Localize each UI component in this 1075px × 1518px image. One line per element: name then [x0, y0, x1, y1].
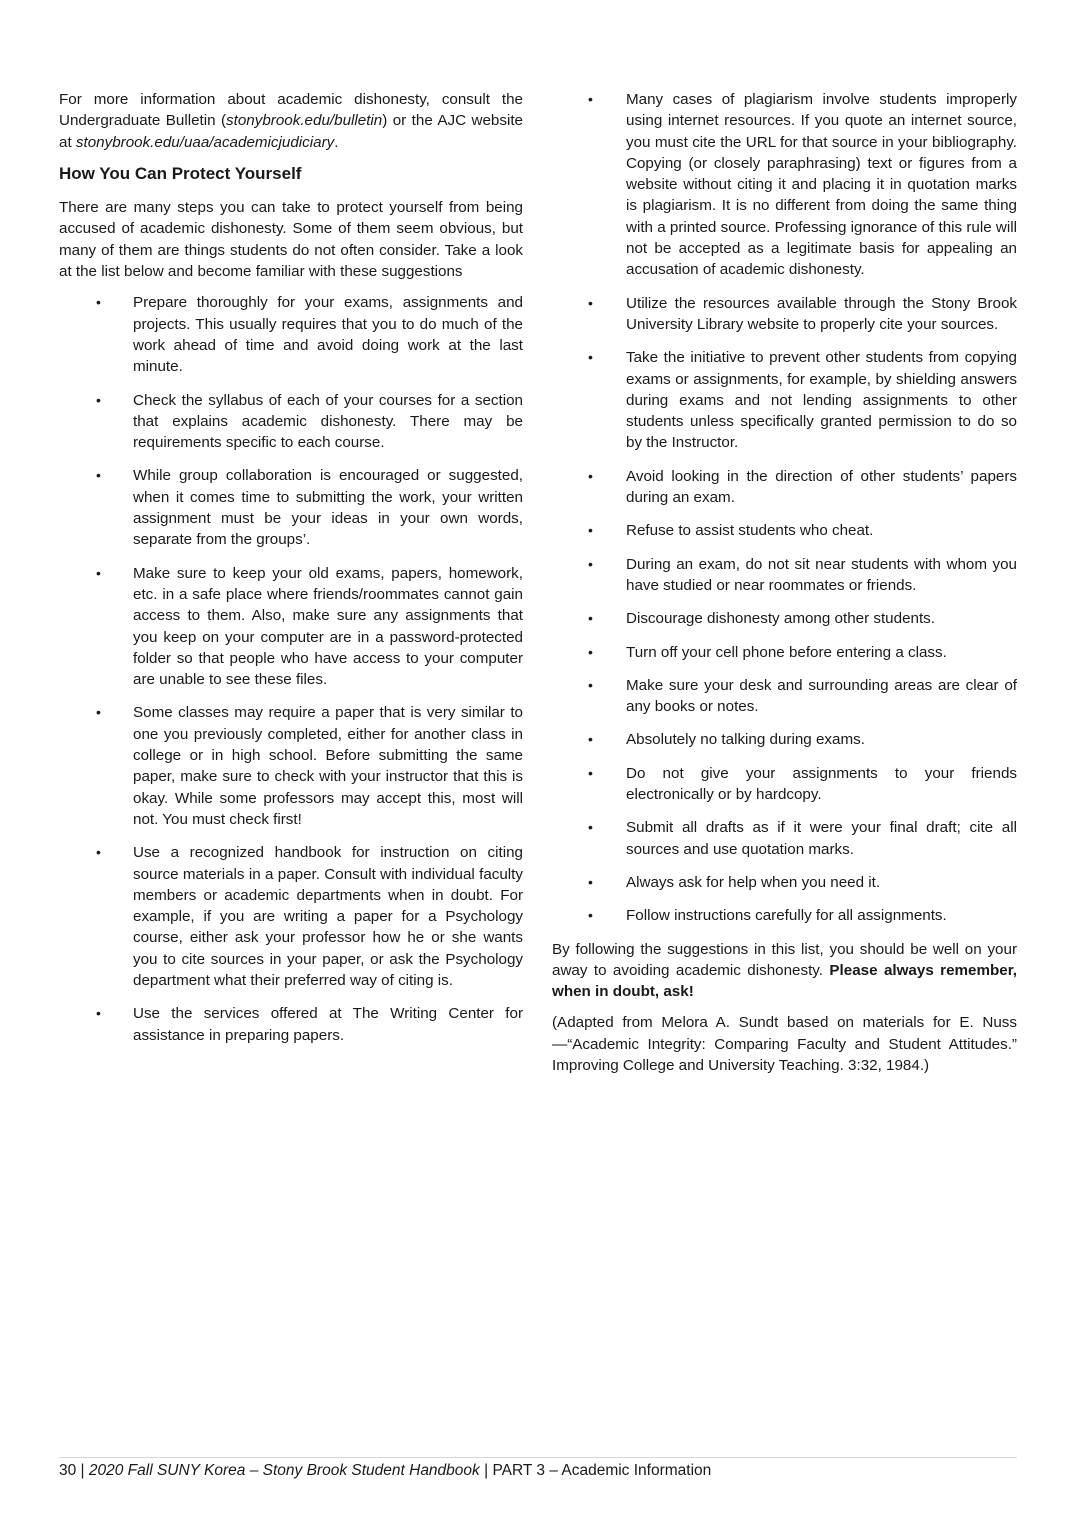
bullet-icon: •	[588, 907, 593, 924]
bulletin-link[interactable]: stonybrook.edu/bulletin	[226, 112, 383, 130]
intro-text-3: .	[334, 133, 339, 151]
list-item-text: Follow instructions carefully for all assignments.	[626, 907, 947, 925]
bullet-icon: •	[96, 1005, 101, 1022]
intro-text-2: ) or the AJC website at	[59, 112, 523, 151]
list-item-text: Refuse to assist students who cheat.	[626, 522, 874, 540]
list-item-text: Prepare thoroughly for your exams, assignments and projects. This usually requires that you to do much of the work ahead of time and avoid doing work at the last minute.	[133, 294, 523, 376]
list-item-text: During an exam, do not sit near students with whom you have studied or near roommates or friends.	[626, 555, 1017, 594]
page-number: 30	[59, 1462, 77, 1479]
list-item	[59, 465, 523, 550]
intro-text-1: For more information about academic dishonesty, consult the Undergraduate Bulletin (	[59, 91, 523, 130]
footer-separator: |	[76, 1462, 89, 1479]
list-item-text: Some classes may require a paper that is very similar to one you previously completed, either for another class in college or in high school. Before submitting the same paper, make sure to check with your instructor that this is okay. While some professors may accept this, most will not. You must check first!	[133, 704, 523, 828]
list-item-text: Absolutely no talking during exams.	[626, 731, 865, 749]
list-item-text: While group collaboration is encouraged or suggested, when it comes time to submitting the work, your written assignment must be your ideas in your own words, separate from the groups’.	[133, 467, 523, 549]
citation: (Adapted from Melora A. Sundt based on materials for E. Nuss—“Academic Integrity: Comparing Faculty and Student Attitudes.” Improving College and University Teaching. 3:32, 1984.)	[552, 1014, 1017, 1074]
bullet-icon: •	[96, 391, 101, 408]
list-item	[552, 905, 1017, 926]
bullet-icon: •	[588, 643, 593, 660]
list-item-text: Turn off your cell phone before entering a class.	[626, 643, 947, 661]
bullet-icon: •	[588, 610, 593, 627]
bullet-icon: •	[588, 555, 593, 572]
bullet-icon: •	[96, 844, 101, 861]
list-item-text: Avoid looking in the direction of other students’ papers during an exam.	[626, 467, 1017, 507]
bullet-icon: •	[588, 467, 593, 484]
list-item	[59, 842, 523, 991]
list-item	[59, 1003, 523, 1046]
list-item	[552, 466, 1017, 509]
list-item	[552, 554, 1017, 597]
list-item	[59, 390, 523, 454]
bullet-icon: •	[588, 819, 593, 836]
footer-separator: |	[479, 1462, 493, 1479]
footer-section: PART 3 – Academic Information	[492, 1462, 712, 1479]
list-item-text: Discourage dishonesty among other students.	[626, 610, 935, 628]
list-item	[552, 763, 1017, 806]
section-heading: How You Can Protect Yourself	[59, 163, 302, 183]
list-item	[552, 608, 1017, 629]
list-item	[552, 729, 1017, 750]
list-item-text: Take the initiative to prevent other students from copying exams or assignments, for example, by shielding answers during exams and not lending assignments to other students unless specifically granted permission to do so by the Instructor.	[626, 349, 1017, 452]
list-item	[552, 817, 1017, 860]
left-bullet-list	[59, 292, 523, 1046]
list-item-text: Make sure your desk and surrounding areas are clear of any books or notes.	[626, 676, 1017, 716]
handbook-title: 2020 Fall SUNY Korea – Stony Brook Student Handbook	[88, 1462, 480, 1479]
bullet-icon: •	[96, 564, 101, 581]
bullet-icon: •	[588, 522, 593, 539]
list-item	[552, 89, 1017, 281]
bullet-icon: •	[588, 294, 593, 311]
footer-divider	[59, 1457, 1017, 1458]
bullet-icon: •	[588, 676, 593, 693]
list-item-text: Make sure to keep your old exams, papers, homework, etc. in a safe place where friends/roommates cannot gain access to them. Also, make sure any assignments that you keep on your computer are in a password-protected folder so that people who have access to your computer are unable to see these files.	[133, 564, 523, 689]
list-item-text: Do not give your assignments to your friends electronically or by hardcopy.	[626, 764, 1017, 804]
list-item	[552, 872, 1017, 893]
page-footer	[59, 1461, 711, 1481]
bullet-icon: •	[96, 704, 101, 721]
list-item	[59, 563, 523, 691]
bullet-icon: •	[588, 873, 593, 890]
list-item	[59, 292, 523, 377]
bullet-icon: •	[588, 91, 593, 107]
closing-text: By following the suggestions in this list, you should be well on your away to avoiding academic dishonesty.	[552, 940, 1017, 979]
list-item	[552, 347, 1017, 453]
closing-paragraph	[552, 939, 1017, 1003]
list-item-text: Submit all drafts as if it were your final draft; cite all sources and use quotation marks.	[626, 819, 1017, 858]
list-item-text: Always ask for help when you need it.	[626, 873, 881, 891]
list-item-text: Utilize the resources available through the Stony Brook University Library website to properly cite your sources.	[626, 294, 1017, 333]
bullet-icon: •	[588, 349, 593, 366]
list-item	[552, 675, 1017, 718]
bullet-icon: •	[588, 731, 593, 748]
section-intro: There are many steps you can take to protect yourself from being accused of academic dishonesty. Some of them seem obvious, but many of them are things students do not often consider. Take a look at the list below and become familiar with these suggestions	[59, 199, 523, 281]
closing-emphasis: Please always remember, when in doubt, ask!	[552, 961, 1017, 1001]
right-column	[552, 89, 1017, 1086]
left-column	[59, 89, 523, 1058]
bullet-icon: •	[96, 467, 101, 484]
intro-paragraph	[59, 89, 523, 153]
right-bullet-list	[552, 89, 1017, 927]
list-item-text: Use a recognized handbook for instruction on citing source materials in a paper. Consult with individual faculty members or academic departments when in doubt. For example, if you are writing a paper for a Psychology course, either ask your professor how he or she wants you to cite sources in your paper, or ask the Psychology department what their preferred way of citing is.	[133, 844, 523, 989]
list-item-text: Check the syllabus of each of your courses for a section that explains academic dishonesty. There may be requirements specific to each course.	[133, 391, 523, 452]
list-item	[552, 293, 1017, 336]
list-item-text: Many cases of plagiarism involve students improperly using internet resources. If you quote an internet source, you must cite the URL for that source in your bibliography. Copying (or closely paraphrasing) text or figures from a website without citing it and placing it in quotation marks is plagiarism. It is no different from doing the same thing with a printed source. Professing ignorance of this rule will not be accepted as a legitimate basis for appealing an accusation of academic dishonesty.	[626, 91, 1017, 279]
ajc-link[interactable]: stonybrook.edu/uaa/academicjudiciary	[75, 133, 335, 151]
list-item-text: Use the services offered at The Writing Center for assistance in preparing papers.	[133, 1005, 523, 1044]
list-item	[552, 520, 1017, 541]
list-item	[59, 702, 523, 830]
bullet-icon: •	[96, 294, 101, 311]
list-item	[552, 642, 1017, 663]
bullet-icon: •	[588, 764, 593, 781]
